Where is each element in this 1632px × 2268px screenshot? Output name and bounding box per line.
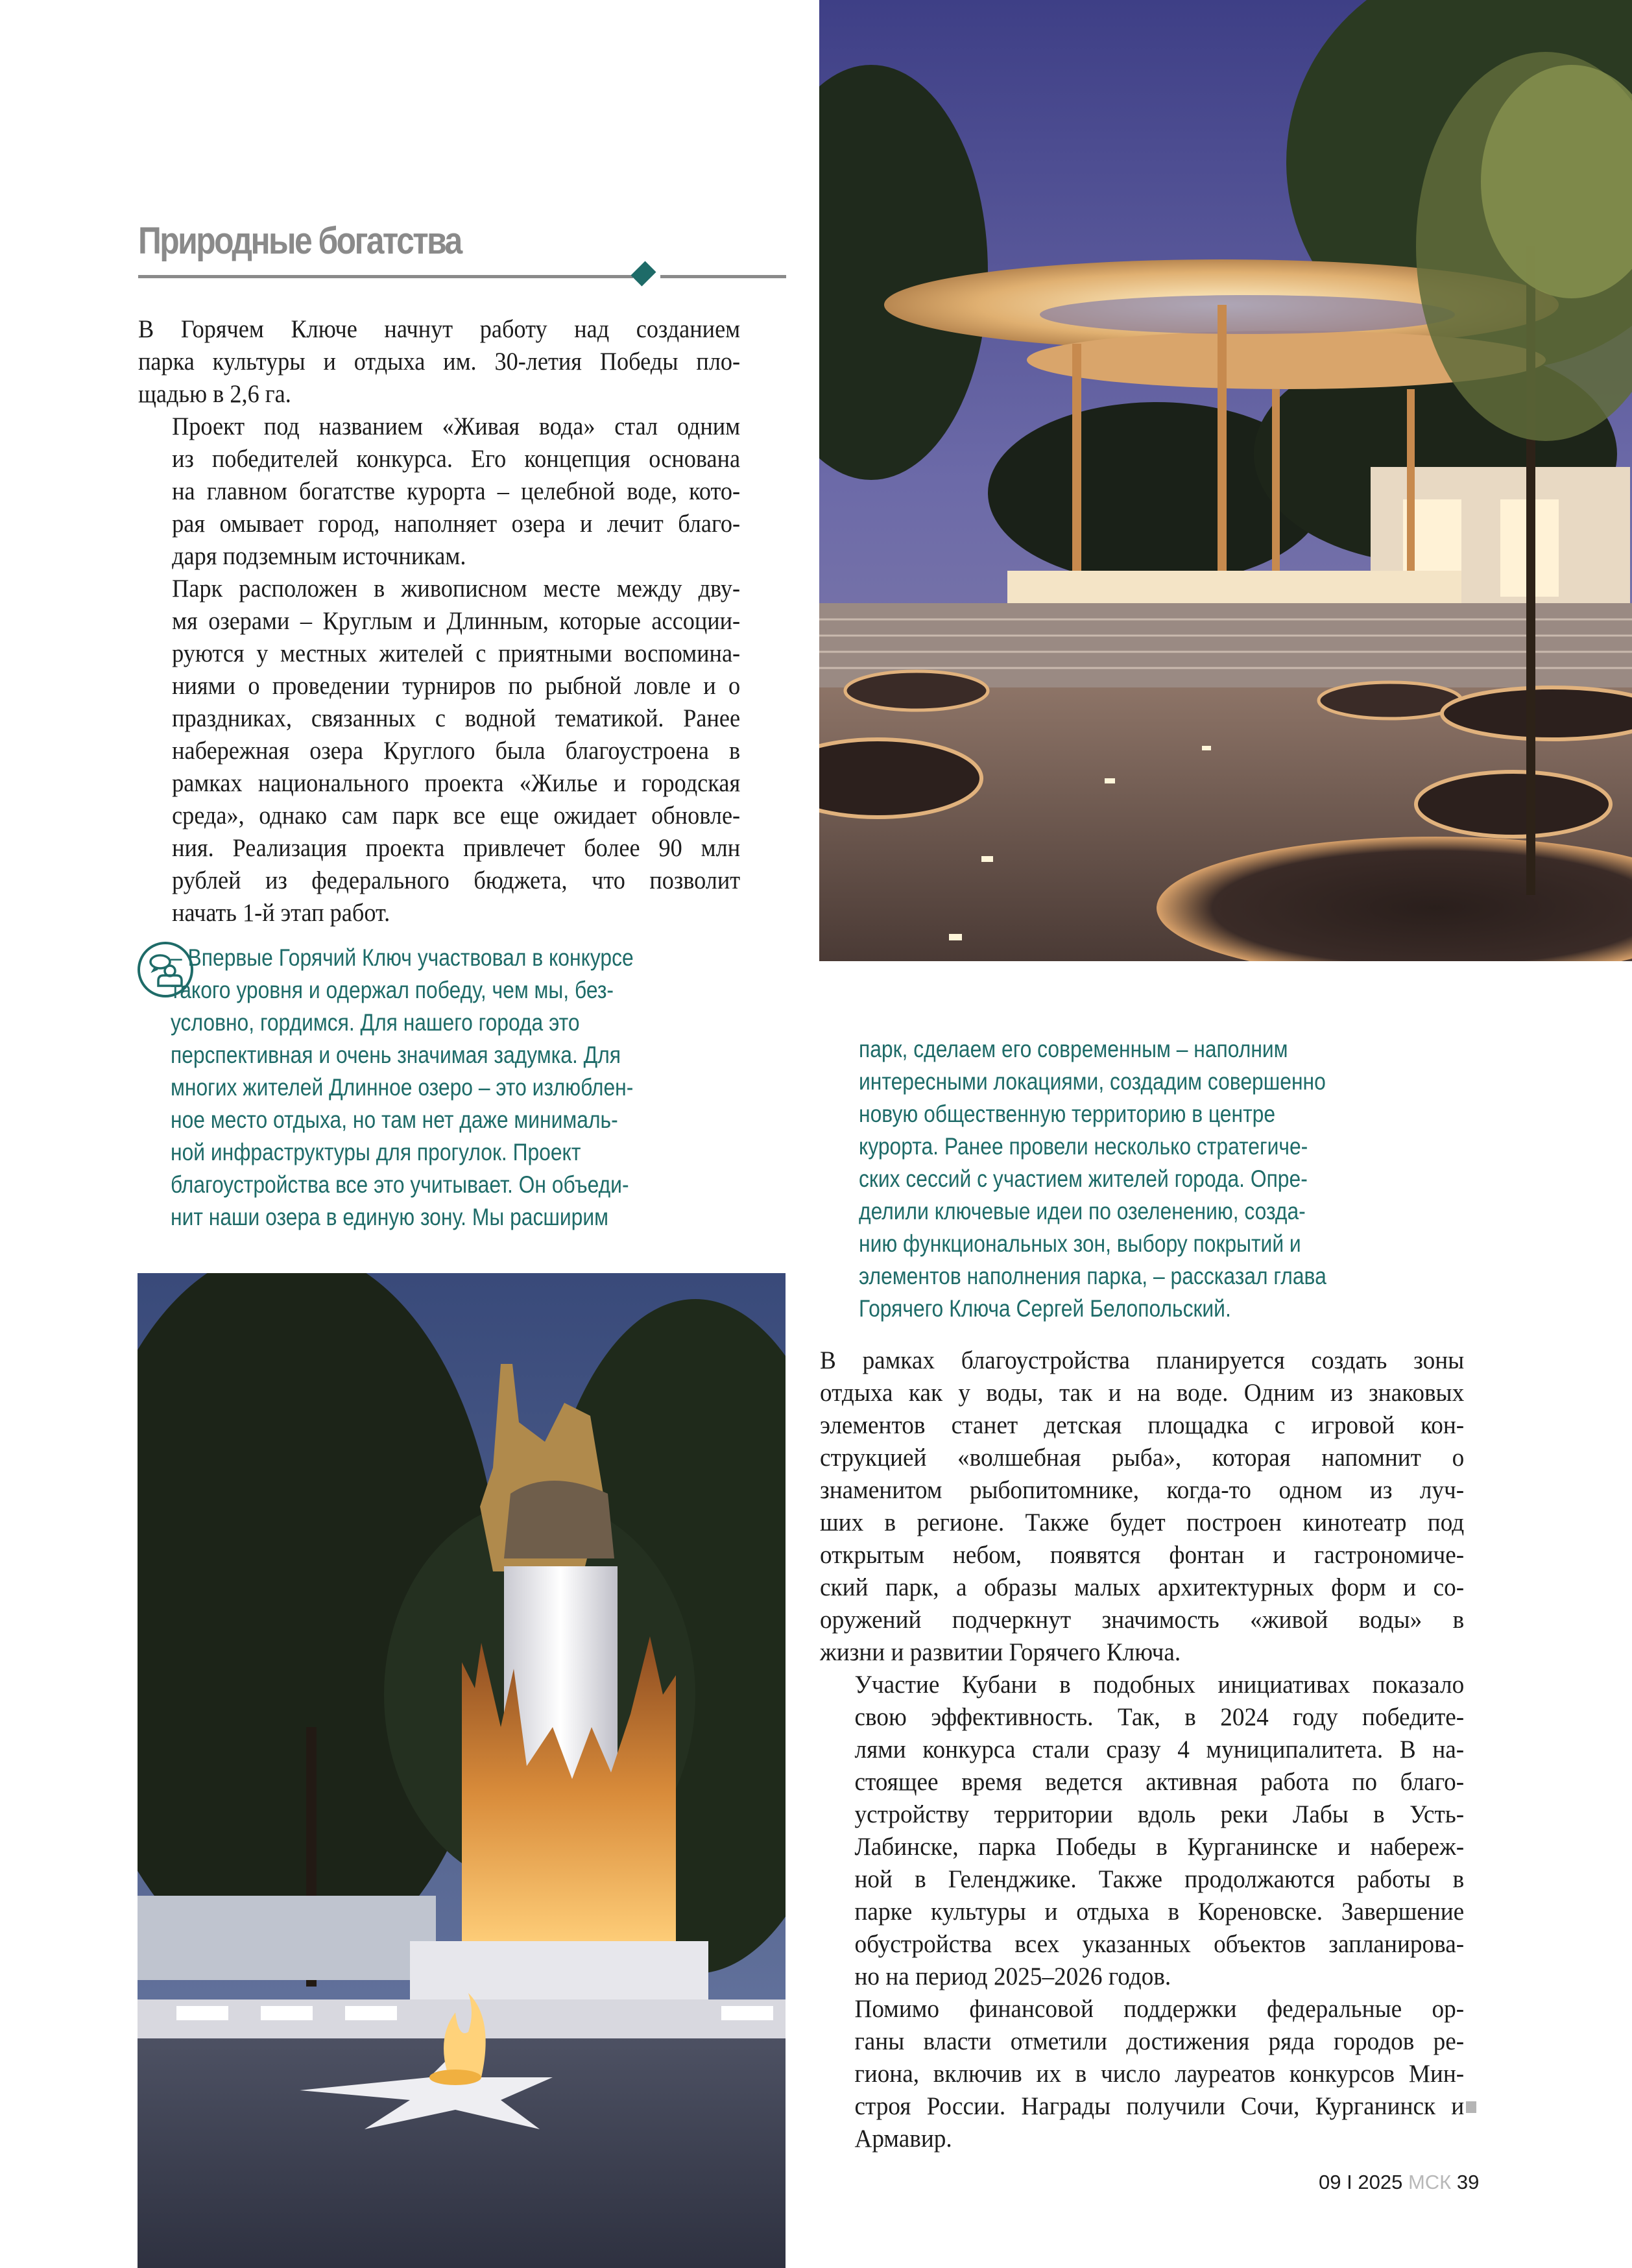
text-line: ших в регионе. Также будет построен кинотеатр под bbox=[820, 1509, 1465, 1536]
quote-line: элементов наполнения парка, – рассказал глава bbox=[859, 1263, 1326, 1289]
pavilion-photo bbox=[819, 0, 1632, 961]
paragraph bbox=[138, 313, 740, 411]
heading-rule-left bbox=[138, 275, 633, 278]
text-line: Армавир. bbox=[854, 2125, 952, 2153]
quote-line: делили ключевые идеи по озеленению, созда- bbox=[859, 1198, 1306, 1224]
text-line: щадью в 2,6 га. bbox=[138, 380, 291, 408]
paragraph bbox=[820, 1344, 1464, 1669]
text-line: но на период 2025–2026 годов. bbox=[854, 1963, 1171, 1990]
text-line: среда», однако сам парк все еще ожидает обновле- bbox=[172, 802, 741, 830]
text-line: рублей из федерального бюджета, что позволит bbox=[172, 866, 741, 894]
left-column-text bbox=[138, 313, 740, 929]
text-line: жизни и развитии Горячего Ключа. bbox=[820, 1638, 1181, 1666]
text-line: на главном богатстве курорта – целебной воде, кото- bbox=[172, 477, 741, 505]
footer-separator: I bbox=[1347, 2171, 1352, 2193]
text-line: ский парк, а образы малых архитектурных форм и со- bbox=[820, 1573, 1465, 1601]
text-line: ганы власти отметили достижения ряда городов ре- bbox=[854, 2027, 1465, 2055]
text-line: из победителей конкурса. Его концепция основана bbox=[172, 445, 741, 473]
quote-line: условно, гордимся. Для нашего города это bbox=[171, 1009, 580, 1036]
text-line: элементов станет детская площадка с игровой кон- bbox=[820, 1411, 1465, 1439]
text-line: обустройства всех указанных объектов запланирова- bbox=[854, 1930, 1465, 1958]
quote-line: интересными локациями, создадим совершенно bbox=[859, 1068, 1326, 1095]
text-line: стоящее время ведется активная работа по благо- bbox=[854, 1768, 1465, 1796]
page-number: 39 bbox=[1456, 2171, 1480, 2193]
quote-part-a bbox=[171, 942, 634, 1234]
text-line: рая омывает город, наполняет озера и лечит благо- bbox=[172, 510, 741, 538]
quote-line: ной инфраструктуры для прогулок. Проект bbox=[171, 1139, 581, 1165]
text-line: струкцией «волшебная рыба», которая напомнит о bbox=[820, 1444, 1465, 1472]
text-line: знаменитом рыбопитомнике, когда-то одном из луч- bbox=[820, 1476, 1465, 1504]
memorial-photo bbox=[138, 1273, 786, 2268]
text-line: отдыха как у воды, так и на воде. Одним из знаковых bbox=[820, 1379, 1465, 1407]
text-line: начать 1-й этап работ. bbox=[172, 899, 390, 927]
text-line: рамках национального проекта «Жилье и городская bbox=[172, 769, 741, 797]
text-line: парка культуры и отдыха им. 30-летия Победы пло- bbox=[138, 348, 741, 376]
text-line: даря подземным источникам. bbox=[172, 542, 466, 570]
quote-part-b bbox=[859, 1033, 1326, 1325]
text-line: В Горячем Ключе начнут работу над созданием bbox=[138, 315, 741, 343]
quote-line: ских сессий с участием жителей города. Опре- bbox=[859, 1165, 1308, 1192]
text-line: руются у местных жителей с приятными воспомина- bbox=[172, 639, 741, 667]
quote-line: такого уровня и одержал победу, чем мы, без- bbox=[171, 977, 614, 1003]
quote-line: новую общественную территорию в центре bbox=[859, 1101, 1276, 1127]
quote-line: Горячего Ключа Сергей Белопольский. bbox=[859, 1295, 1231, 1322]
right-column-text bbox=[820, 1344, 1464, 2155]
quote-line: ное место отдыха, но там нет даже минималь- bbox=[171, 1106, 618, 1133]
text-line: Помимо финансовой поддержки федеральные ор- bbox=[854, 1995, 1465, 2023]
text-line: оружений подчеркнут значимость «живой воды» в bbox=[820, 1606, 1465, 1634]
text-line: Проект под названием «Живая вода» стал одним bbox=[172, 412, 741, 440]
text-line: Участие Кубани в подобных инициативах показало bbox=[854, 1671, 1465, 1699]
text-line: свою эффективность. Так, в 2024 году победите- bbox=[854, 1703, 1465, 1731]
page-footer bbox=[1319, 2171, 1479, 2194]
text-line: ной в Геленджике. Также продолжаются работы в bbox=[854, 1865, 1465, 1893]
issue-year: 2025 bbox=[1358, 2171, 1403, 2193]
quote-line: нит наши озера в единую зону. Мы расширим bbox=[171, 1204, 609, 1230]
diamond-ornament-icon bbox=[630, 261, 656, 286]
heading-rule-right bbox=[660, 275, 786, 278]
text-line: ниями о проведении турниров по рыбной ловле и о bbox=[172, 672, 741, 700]
issue-number: 09 bbox=[1319, 2171, 1341, 2193]
quote-line: парк, сделаем его современным – наполним bbox=[859, 1036, 1288, 1062]
quote-line: курорта. Ранее провели несколько стратегиче- bbox=[859, 1133, 1308, 1160]
text-line: ния. Реализация проекта привлечет более 90 млн bbox=[172, 834, 741, 862]
text-line: Парк расположен в живописном месте между дву- bbox=[172, 575, 741, 603]
text-line: праздниках, связанных с водной тематикой. Ранее bbox=[172, 704, 741, 732]
quote-line: нию функциональных зон, выбору покрытий и bbox=[859, 1230, 1301, 1257]
quote-line: благоустройства все это учитывает. Он объеди- bbox=[171, 1171, 629, 1198]
text-line: лями конкурса стали сразу 4 муниципалитета. В на- bbox=[854, 1736, 1465, 1763]
text-line: В рамках благоустройства планируется создать зоны bbox=[820, 1346, 1465, 1374]
quote-line: – Впервые Горячий Ключ участвовал в конкурсе bbox=[171, 944, 634, 971]
paragraph bbox=[820, 1993, 1464, 2155]
article-end-mark bbox=[1466, 2101, 1476, 2113]
text-line: гиона, включив их в число лауреатов конкурсов Мин- bbox=[854, 2060, 1465, 2088]
quote-line: перспективная и очень значимая задумка. Для bbox=[171, 1042, 621, 1068]
magazine-brand: МСК bbox=[1408, 2171, 1452, 2193]
text-line: мя озерами – Круглым и Длинным, которые ассоции- bbox=[172, 607, 741, 635]
text-line: устройству территории вдоль реки Лабы в Усть- bbox=[854, 1800, 1465, 1828]
text-line: набережная озера Круглого была благоустроена в bbox=[172, 737, 741, 765]
paragraph bbox=[138, 573, 740, 929]
text-line: открытым небом, появятся фонтан и гастрономиче- bbox=[820, 1541, 1465, 1569]
paragraph bbox=[820, 1669, 1464, 1993]
paragraph bbox=[138, 411, 740, 573]
text-line: Лабинске, парка Победы в Курганинске и набереж- bbox=[854, 1833, 1465, 1861]
quote-line: многих жителей Длинное озеро – это излюблен- bbox=[171, 1074, 634, 1101]
text-line: парке культуры и отдыха в Кореновске. Завершение bbox=[854, 1898, 1465, 1926]
section-heading: Природные богатства bbox=[138, 220, 461, 262]
text-line: строя России. Награды получили Сочи, Курганинск и bbox=[854, 2092, 1465, 2120]
